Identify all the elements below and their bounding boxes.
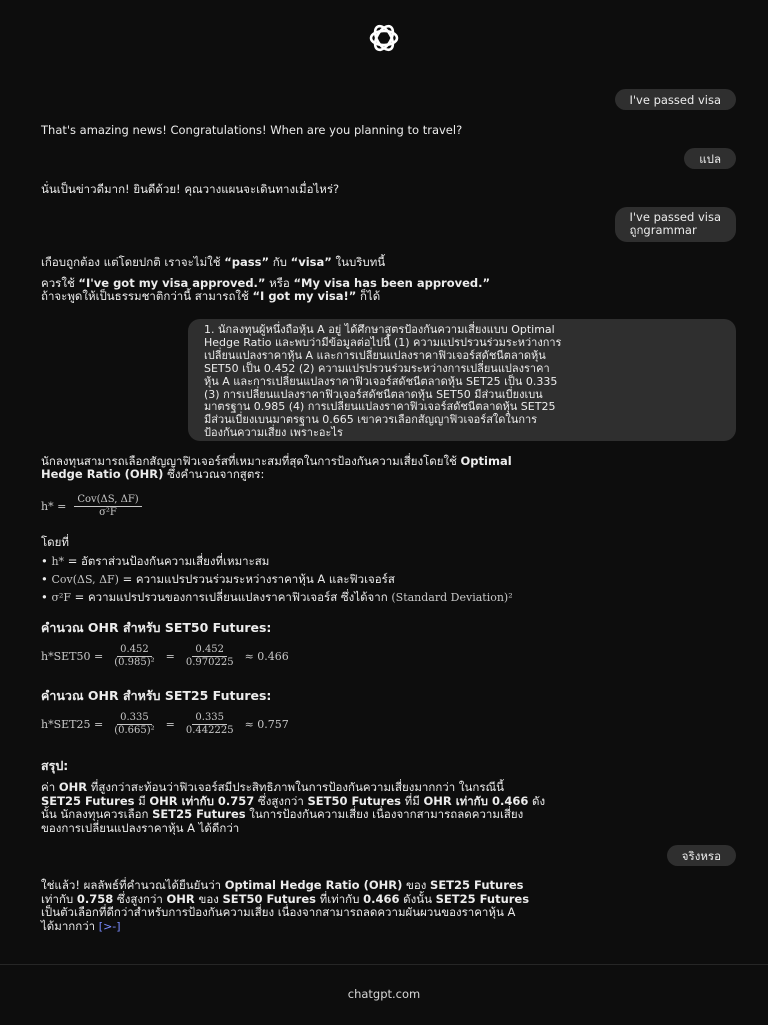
user-message: I've passed visa ถูกgrammar: [615, 207, 737, 242]
list-item: • h* = อัตราส่วนป้องกันความเสี่ยงที่เหมาะสม: [41, 554, 270, 568]
sources-icon[interactable]: [>-]: [98, 919, 121, 933]
user-message: I've passed visa: [615, 89, 737, 110]
summary-text: ค่า OHR ที่สูงกว่าสะท้อนว่าฟิวเจอร์สมีประสิทธิภาพในการป้องกันความเสี่ยงมากกว่า ในกรณีนี้ SET25 Futures มี OHR เท่ากับ 0.757 ซึ่งสูงกว่า SET50 Futures ที่มี OHR เท่ากับ 0.466 ดัง นั้น นักลงทุนควรเลือก SET25 Futures ในการป้องกันความเสี่ยง เนื่องจากสามารถลดความเสี่ยง ของการเปลี่ยนแปลงราคาหุ้น A ได้ดีกว่า: [41, 780, 546, 835]
assistant-message: นักลงทุนสามารถเลือกสัญญาฟิวเจอร์สที่เหมาะสมที่สุดในการป้องกันความเสี่ยงโดยใช้ Optimal Hedge Ratio (OHR) ซึ่งคำนวณจากสูตร:: [41, 454, 512, 481]
where-label: โดยที่: [41, 535, 69, 549]
footer-link[interactable]: chatgpt.com: [347, 987, 421, 1001]
set50-formula: h*SET50 = $\frac{0.452}{\text{(0.985)²}}$ = $\frac{0.452}{0.970225}$ ≈ 0.466: [41, 644, 289, 668]
list-item: • σ²F = ความแปรปรวนของการเปลี่ยนแปลงราคาฟิวเจอร์ส ซึ่งได้จาก (Standard Deviation)²: [41, 590, 513, 604]
user-message: จริงหรอ: [667, 845, 736, 866]
user-message: 1. นักลงทุนผู้หนึ่งถือหุ้น A อยู่ ได้ศึกษาสูตรป้องกันความเสี่ยงแบบ Optimal Hedge Ratio และพบว่ามีข้อมูลต่อไปนี้ (1) ความแปรปรวนร่วมระหว่างการ เปลี่ยนแปลงราคาหุ้น A และการเปลี่ยนแปลงราคาฟิวเจอร์สดัชนีตลาดหุ้น SET50 เป็น 0.452 (2) ความแปรปรวนร่วมระหว่างการเปลี่ยนแปลงราคา หุ้น A และการเปลี่ยนแปลงราคาฟิวเจอร์สดัชนีตลาดหุ้น SET25 เป็น 0.335 (3) การเปลี่ยนแปลงราคาฟิวเจอร์สดัชนีตลาดหุ้น SET50 มีส่วนเบี่ยงเบน มาตรฐาน 0.985 (4) การเปลี่ยนแปลงราคาฟิวเจอร์สดัชนีตลาดหุ้น SET25 มีส่วนเบี่ยงเบนมาตรฐาน 0.665 เขาควรเลือกสัญญาฟิวเจอร์สใดในการ ป้องกันความเสี่ยง เพราะอะไร: [188, 319, 736, 441]
list-item: • Cov(ΔS, ΔF) = ความแปรปรวนร่วมระหว่างราคาหุ้น A และฟิวเจอร์ส: [41, 572, 395, 586]
assistant-message: เกือบถูกต้อง แต่โดยปกติ เราจะไม่ใช้ “pass” กับ “visa” ในบริบทนี้ ควรใช้ “I've got my visa approved.” หรือ “My visa has been approved.” ถ้าจะพูดให้เป็นธรรมชาติกว่านี้ สามารถใช้ “I got my visa!” ก็ได้: [41, 255, 491, 303]
set25-formula: h*SET25 = $\frac{0.335}{\text{(0.665)²}}$ = $\frac{0.335}{0.442225}$ ≈ 0.757: [41, 712, 289, 736]
assistant-message: นั่นเป็นข่าวดีมาก! ยินดีด้วย! คุณวางแผนจะเดินทางเมื่อไหร่?: [41, 182, 340, 196]
assistant-message: ใช่แล้ว! ผลลัพธ์ที่คำนวณได้ยืนยันว่า Optimal Hedge Ratio (OHR) ของ SET25 Futures เท่ากับ 0.758 ซึ่งสูงกว่า OHR ของ SET50 Futures ที่เท่ากับ 0.466 ดังนั้น SET25 Futures เป็นตัวเลือกที่ดีกว่าสำหรับการป้องกันความเสี่ยง เนื่องจากสามารถลดความผันผวนของราคาหุ้น A ได้มากกว่า [>-]: [41, 878, 530, 933]
section-heading: สรุป:: [41, 758, 69, 773]
user-message: แปล: [684, 148, 736, 169]
section-heading: คำนวณ OHR สำหรับ SET50 Futures:: [41, 620, 272, 635]
section-heading: คำนวณ OHR สำหรับ SET25 Futures:: [41, 688, 272, 703]
openai-logo-icon: [355, 22, 413, 54]
ohr-formula: h* = $\frac{\text{Cov(ΔS, ΔF)}}{\text{σ²F}}$: [41, 494, 142, 519]
assistant-message: That's amazing news! Congratulations! When are you planning to travel?: [41, 123, 463, 137]
